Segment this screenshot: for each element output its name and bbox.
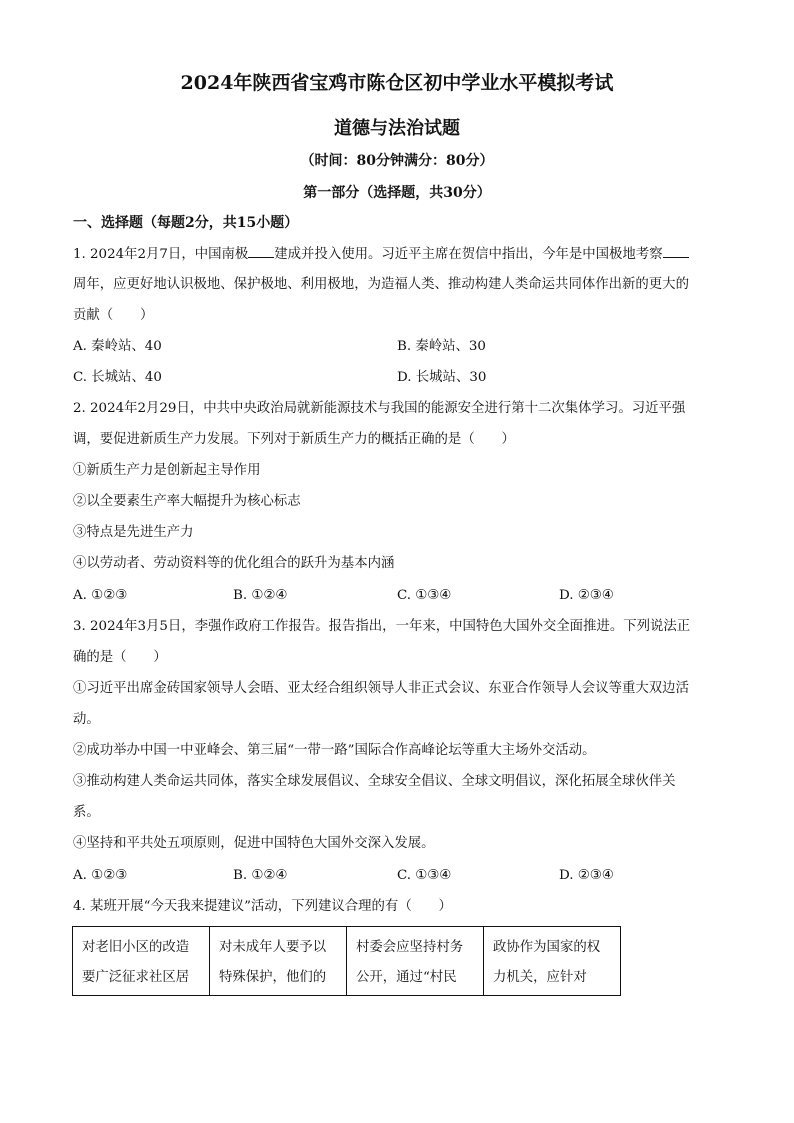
- q1-blank-2: [663, 244, 689, 258]
- q2-item-2: ②以全要素生产率大幅提升为核心标志: [73, 494, 301, 509]
- exam-title: 2024年陕西省宝鸡市陈仓区初中学业水平模拟考试: [180, 72, 614, 94]
- cell-line: 村委会应坚持村务: [356, 940, 464, 955]
- q3-item-3a: ③推动构建人类命运共同体，落实全球发展倡议、全球安全倡议、全球文明倡议，深化拓展全球伙伴关: [73, 774, 676, 789]
- cell-line: 要广泛征求社区居: [82, 970, 190, 985]
- q2-line-1: 2. 2024年2月29日，中共中央政治局就新能源技术与我国的能源安全进行第十二次集体学习。习近平强: [73, 401, 686, 416]
- exam-subject: 道德与法治试题: [334, 118, 460, 139]
- cell-line: 对未成年人要予以: [219, 940, 327, 955]
- q2-option-d[interactable]: D. ②③④: [559, 588, 614, 603]
- q3-item-4: ④坚持和平共处五项原则，促进中国特色大国外交深入发展。: [73, 836, 435, 851]
- table-cell: [210, 927, 347, 996]
- q4-stem: 4. 某班开展“今天我来提建议”活动，下列建议合理的有（ ）: [73, 899, 452, 914]
- q3-item-3b: 系。: [73, 805, 100, 820]
- cell-line: 对老旧小区的改造: [82, 940, 190, 955]
- q1-blank-1: [248, 244, 274, 258]
- q2-option-c[interactable]: C. ①③④: [397, 588, 452, 603]
- q3-line-2: 确的是（ ）: [73, 650, 167, 665]
- section-heading: 一、选择题（每题2分，共15小题）: [73, 215, 299, 231]
- q3-option-c[interactable]: C. ①③④: [397, 868, 452, 883]
- table-row: [73, 927, 621, 996]
- cell-line: 政协作为国家的权: [493, 940, 601, 955]
- q1-option-c[interactable]: C. 长城站、40: [73, 370, 162, 385]
- q2-option-a[interactable]: A. ①②③: [73, 588, 128, 603]
- exam-part-heading: 第一部分（选择题，共30分）: [303, 185, 491, 201]
- q3-item-2: ②成功举办中国一中亚峰会、第三届“一带一路”国际合作高峰论坛等重大主场外交活动。: [73, 743, 596, 758]
- cell-line: 公开，通过“村民: [356, 970, 457, 985]
- q1-option-d[interactable]: D. 长城站、30: [397, 370, 487, 385]
- table-cell: [484, 927, 621, 996]
- q2-line-2: 调，要促进新质生产力发展。下列对于新质生产力的概括正确的是（ ）: [73, 432, 515, 447]
- q2-item-3: ③特点是先进生产力: [73, 525, 194, 540]
- q4-suggestion-table: [72, 926, 621, 996]
- table-cell: [347, 927, 484, 996]
- exam-time-info: （时间：80分钟满分：80分）: [300, 153, 494, 169]
- q3-line-1: 3. 2024年3月5日，李强作政府工作报告。报告指出，一年来，中国特色大国外交全面推进。下列说法正: [73, 619, 691, 634]
- q3-item-1a: ①习近平出席金砖国家领导人会晤、亚太经合组织领导人非正式会议、东亚合作领导人会议等重大双边活: [73, 681, 689, 696]
- q1-line-1: [73, 244, 689, 265]
- q3-option-b[interactable]: B. ①②④: [233, 868, 288, 883]
- q2-item-4: ④以劳动者、劳动资料等的优化组合的跃升为基本内涵: [73, 556, 395, 571]
- q2-option-b[interactable]: B. ①②④: [233, 588, 288, 603]
- q1-line-2: 周年，应更好地认识极地、保护极地、利用极地，为造福人类、推动构建人类命运共同体作出新的更大的: [73, 277, 689, 292]
- q1-text-b: 建成并投入使用。习近平主席在贺信中指出，今年是中国极地考察: [274, 247, 663, 262]
- table-cell: [73, 927, 210, 996]
- q3-option-d[interactable]: D. ②③④: [559, 868, 614, 883]
- q1-option-b[interactable]: B. 秦岭站、30: [397, 339, 486, 354]
- cell-line: 特殊保护，他们的: [219, 970, 327, 985]
- q3-option-a[interactable]: A. ①②③: [73, 868, 128, 883]
- q2-item-1: ①新质生产力是创新起主导作用: [73, 463, 261, 478]
- cell-line: 力机关，应针对: [493, 970, 587, 985]
- q3-item-1b: 动。: [73, 712, 100, 727]
- q1-line-3: 贡献（ ）: [73, 308, 154, 323]
- q1-option-a[interactable]: A. 秦岭站、40: [73, 339, 162, 354]
- q1-text-a: 1. 2024年2月7日，中国南极: [73, 247, 249, 262]
